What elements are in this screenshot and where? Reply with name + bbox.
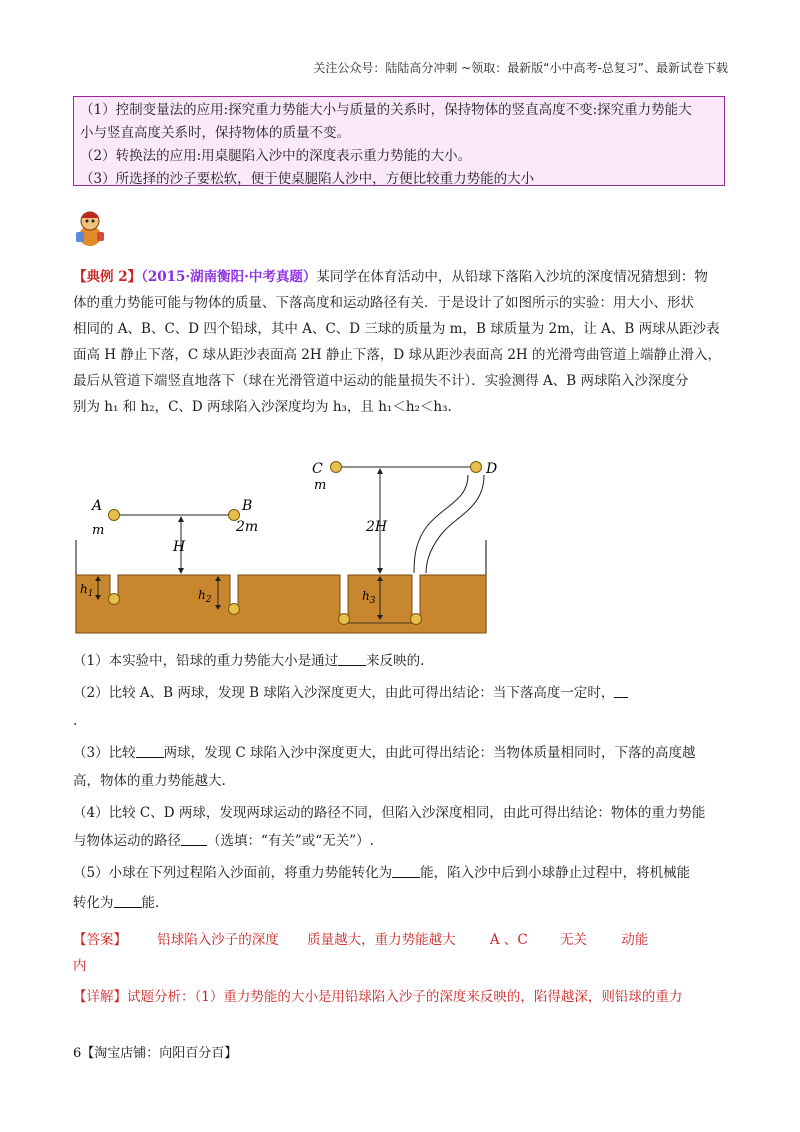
example-tag: 【典例 2】 bbox=[73, 269, 142, 285]
example-text bbox=[73, 264, 728, 420]
page-footer: 6【淘宝店铺：向阳百分百】 bbox=[73, 1046, 238, 1061]
note-line: （1）控制变量法的应用:探究重力势能大小与质量的关系时，保持物体的竖直高度不变:探究重力势能大 bbox=[80, 102, 692, 118]
example-line: 最后从管道下端竖直地落下（球在光滑管道中运动的能量损失不计）．实验测得 A、B 两球陷入沙深度分 bbox=[73, 373, 689, 389]
answer-3: A 、C bbox=[489, 932, 528, 948]
answer-2: 质量越大，重力势能越大 bbox=[307, 932, 456, 948]
question-3: （3）比较 两球，发现 C 球陷入沙中深度更大，由此可得出结论：当物体质量相同时，下落的高度越 bbox=[73, 745, 696, 761]
answer-blank[interactable] bbox=[338, 651, 366, 666]
question-4-cont: 与物体运动的路径 （选填：“有关”或“无关”）. bbox=[73, 833, 374, 849]
label-b-mass: 2m bbox=[236, 519, 259, 535]
note-line: （3）所选择的沙子要松软，便于使桌腿陷人沙中，方便比较重力势能的大小 bbox=[80, 171, 535, 187]
answer-block bbox=[73, 927, 733, 979]
label-a-mass: m bbox=[92, 523, 105, 538]
ball-c-in-sand bbox=[339, 614, 350, 625]
answer-line bbox=[73, 927, 733, 953]
label-c: C bbox=[312, 461, 323, 477]
sand-pit bbox=[76, 575, 486, 633]
question-5-cont: 转化为 能. bbox=[73, 895, 160, 911]
question-2-end: . bbox=[73, 713, 78, 729]
answer-blank[interactable] bbox=[392, 863, 420, 878]
answer-blank[interactable] bbox=[136, 743, 164, 758]
ball-d-in-sand bbox=[411, 614, 422, 625]
example-line: 别为 h₁ 和 h₂，C、D 两球陷入沙深度均为 h₃，且 h₁＜h₂＜h₃. bbox=[73, 399, 452, 415]
example-source: （2015·湖南衡阳·中考真题） bbox=[141, 269, 317, 285]
ball-b-in-sand bbox=[229, 604, 240, 615]
question-2: （2）比较 A、B 两球，发现 B 球陷入沙深度更大，由此可得出结论：当下落高度一定时， bbox=[73, 680, 728, 706]
example-line: 体的重力势能可能与物体的质量、下落高度和运动路径有关．于是设计了如图所示的实验：用大小、形状 bbox=[73, 295, 694, 311]
note-line: 小与竖直高度关系时，保持物体的质量不变。 bbox=[80, 125, 350, 141]
ball-c bbox=[331, 462, 342, 473]
label-2h: 2H bbox=[366, 519, 388, 535]
example-line-1: 【典例 2】（2015·湖南衡阳·中考真题）某同学在体育活动中，从铅球下落陷入沙坑的深度情况猜想到：物 bbox=[73, 269, 708, 285]
method-notes-box bbox=[73, 96, 725, 186]
question-4: （4）比较 C、D 两球，发现两球运动的路径不同，但陷入沙深度相同，由此可得出结论：物体的重力势能 bbox=[73, 805, 706, 821]
label-b: B bbox=[242, 498, 253, 514]
question-3-cont: 高，物体的重力势能越大. bbox=[73, 773, 226, 789]
detail-block bbox=[73, 984, 733, 1010]
label-h3: $h_3$ bbox=[362, 589, 376, 606]
question-5: （5）小球在下列过程陷入沙面前，将重力势能转化为 能，陷入沙中后到小球静止过程中，将机械能 bbox=[73, 865, 691, 881]
label-c-mass: m bbox=[314, 478, 327, 493]
answer-5: 动能 bbox=[621, 932, 649, 948]
question-1: （1）本实验中，铅球的重力势能大小是通过 来反映的. bbox=[73, 653, 425, 669]
page-header: 关注公众号：陆陆高分冲刺 ~领取：最新版“小中高考-总复习”、最新试卷下载 bbox=[313, 61, 728, 75]
label-h2: $h_2$ bbox=[198, 588, 212, 605]
mascot-icon bbox=[73, 206, 107, 248]
curved-tube bbox=[414, 475, 468, 573]
ball-a bbox=[109, 510, 120, 521]
label-d: D bbox=[486, 461, 498, 477]
label-h: H bbox=[173, 539, 186, 555]
answer-blank[interactable] bbox=[114, 893, 142, 908]
experiment-diagram bbox=[70, 455, 498, 640]
detail-text: 试题分析：（1）重力势能的大小是用铅球陷入沙子的深度来反映的，陷得越深，则铅球的重力 bbox=[127, 989, 683, 1005]
label-h1: $h_1$ bbox=[80, 582, 94, 599]
example-line: 相同的 A、B、C、D 四个铅球，其中 A、C、D 三球的质量为 m，B 球质量为 2m，让 A、B 两球从距沙表 bbox=[73, 321, 720, 337]
example-line: 面高 H 静止下落，C 球从距沙表面高 2H 静止下落，D 球从距沙表面高 2H 的光滑弯曲管道上端静止滑入， bbox=[73, 347, 721, 363]
ball-d bbox=[471, 462, 482, 473]
detail-label: 【详解】 bbox=[73, 989, 127, 1005]
label-a: A bbox=[92, 498, 103, 514]
answer-blank[interactable] bbox=[614, 683, 628, 698]
answer-label: 【答案】 bbox=[73, 932, 127, 948]
answer-6: 内 bbox=[73, 958, 87, 974]
ball-a-in-sand bbox=[109, 594, 120, 605]
note-line: （2）转换法的应用:用桌腿陷入沙中的深度表示重力势能的大小。 bbox=[80, 148, 472, 164]
answer-4: 无关 bbox=[560, 932, 588, 948]
answer-blank[interactable] bbox=[181, 831, 207, 846]
answer-1: 铅球陷入沙子的深度 bbox=[157, 932, 279, 948]
